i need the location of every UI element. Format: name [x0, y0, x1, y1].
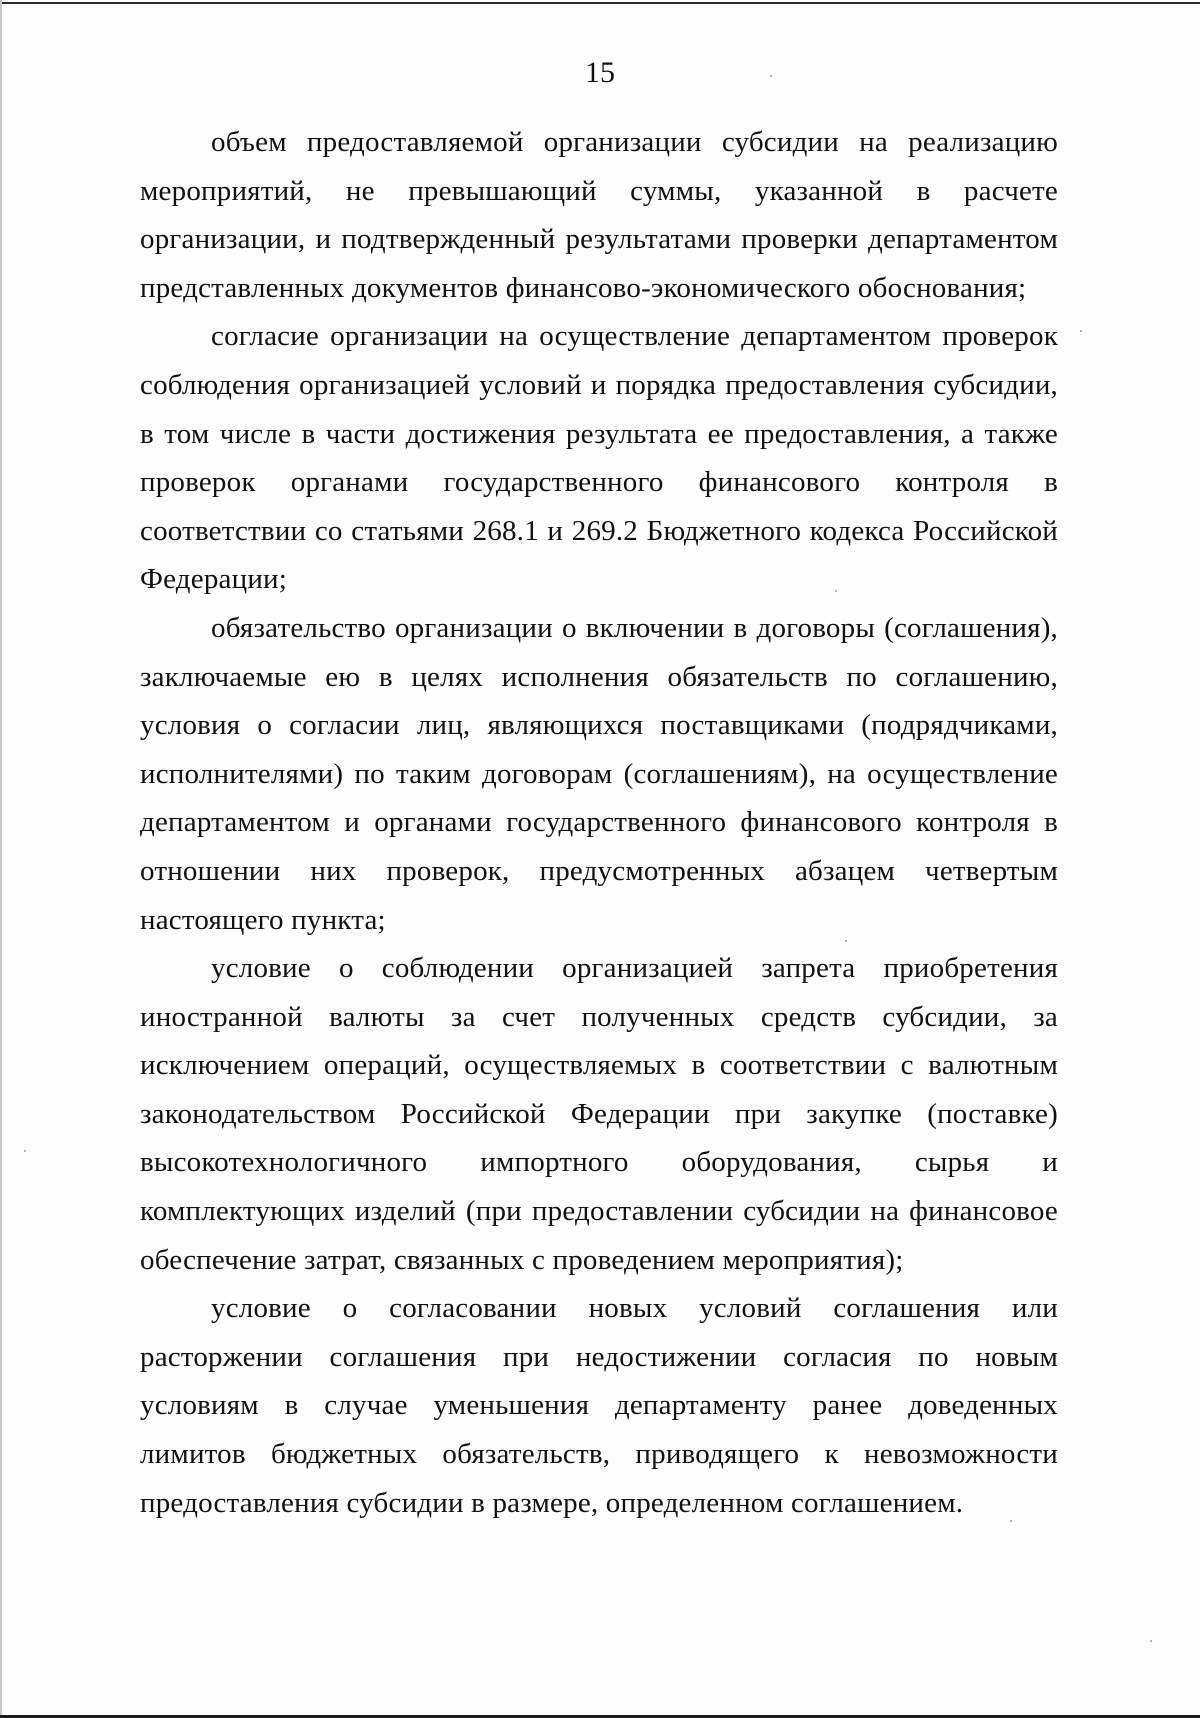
paragraph-subsidy-volume: объем предоставляемой организации субсидии на реализацию мероприятий, не превышающий суммы, указанной в расчете организации, и подтвержденный результатами проверки департаментом представленных документов финансово-экономического обоснования;: [140, 126, 1058, 304]
page-number: 15: [585, 56, 615, 89]
paragraph-agreement-termination: условие о согласовании новых условий соглашения или расторжении соглашения при недостижении согласия по новым условиям в случае уменьшения департаменту ранее доведенных лимитов бюджетных обязательств, приводящего к невозможности предоставления субсидии в размере, определенном соглашением.: [140, 1292, 1058, 1519]
document-body: [140, 118, 1058, 1527]
scan-speck: [835, 590, 837, 592]
scan-left-edge: [0, 0, 2, 1718]
scan-speck: [1150, 1640, 1152, 1642]
scan-speck: [770, 75, 772, 77]
scan-speck: [1010, 1520, 1012, 1522]
scan-speck: [845, 940, 847, 942]
paragraph-contract-obligation: обязательство организации о включении в договоры (соглашения), заключаемые ею в целях исполнения обязательств по соглашению, условия о согласии лиц, являющихся поставщиками (подрядчиками, исполнителями) по таким договорам (соглашениям), на осуществление департаментом и органами государственного финансового контроля в отношении них проверок, предусмотренных абзацем четвертым настоящего пункта;: [140, 611, 1058, 936]
scan-top-border: [0, 2, 1200, 4]
scan-speck: [1080, 330, 1082, 332]
paragraph-consent-checks: согласие организации на осуществление департаментом проверок соблюдения организацией условий и порядка предоставления субсидии, в том числе в части достижения результата ее предоставления, а также проверок органами государственного финансового контроля в соответствии со статьями 268.1 и 269.2 Бюджетного кодекса Российской Федерации;: [140, 320, 1058, 596]
paragraph-currency-ban: условие о соблюдении организацией запрета приобретения иностранной валюты за счет полученных средств субсидии, за исключением операций, осуществляемых в соответствии с валютным законодательством Российской Федерации при закупке (поставке) высокотехнологичного импортного оборудования, сырья и комплектующих изделий (при предоставлении субсидии на финансовое обеспечение затрат, связанных с проведением мероприятия);: [140, 952, 1058, 1276]
scan-speck: [24, 1150, 26, 1152]
